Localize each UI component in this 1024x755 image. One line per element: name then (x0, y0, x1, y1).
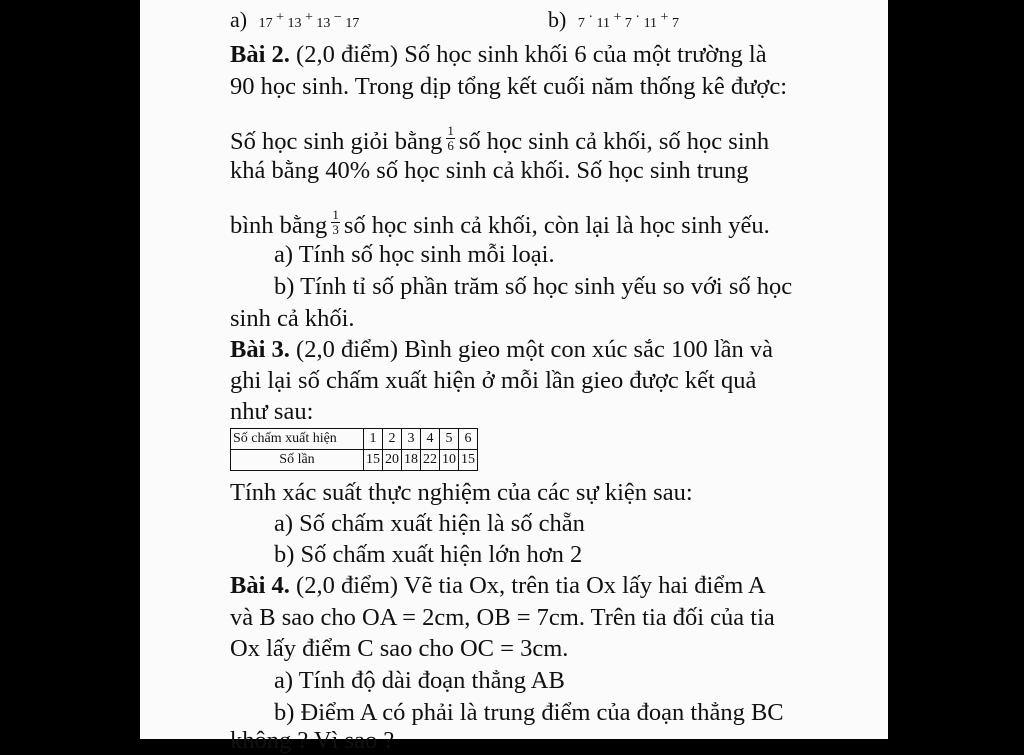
table-cell: 4 (421, 429, 440, 450)
bai4-points: (2,0 điểm) (296, 572, 399, 599)
exercise-b-expression (548, 3, 679, 39)
bai2-title: Bài 2. (230, 41, 290, 68)
bai4-question-b-cont: không ? Vì sao ? (230, 727, 395, 754)
bai2-line3: Số học sinh giỏi bằng $\frac{1}{6}$ số học sinh cả khối, số học sinh (230, 123, 770, 155)
bai2-points: (2,0 điểm) (296, 41, 399, 68)
bai4-line3: Ox lấy điểm C sao cho OC = 3cm. (230, 635, 569, 662)
bai3-line4: Tính xác suất thực nghiệm của các sự kiện sau: (230, 479, 693, 506)
exercise-a-expression (230, 3, 359, 39)
bai3-question-a: a) Số chấm xuất hiện là số chẵn (274, 510, 585, 537)
bai3-title: Bài 3. (230, 336, 290, 363)
bai3-line3: như sau: (230, 398, 314, 425)
bai3-line2: ghi lại số chấm xuất hiện ở mỗi lần gieo được kết quả (230, 367, 757, 394)
table-cell: 1 (364, 429, 383, 450)
bai4-title: Bài 4. (230, 572, 290, 599)
bai4-question-b: b) Điểm A có phải là trung điểm của đoạn thẳng BC (274, 699, 784, 726)
table-header-cell: Số lần (231, 450, 364, 471)
bai4-question-a: a) Tính độ dài đoạn thẳng AB (274, 667, 565, 694)
dice-results-table (230, 428, 478, 471)
bai3-line1: Bài 3. (2,0 điểm) Bình gieo một con xúc sắc 100 lần và (230, 336, 773, 363)
table-row (231, 450, 478, 471)
table-cell: 15 (459, 450, 478, 471)
bai2-line4: khá bằng 40% số học sinh cả khối. Số học sinh trung (230, 157, 749, 184)
table-cell: 22 (421, 450, 440, 471)
exercise-b-terms: 7 · 11 + 7 · 11 + 7 (577, 10, 679, 31)
table-row (231, 429, 478, 450)
exercise-a-terms: 17 + 13 + 13 − 17 (258, 10, 360, 31)
exercise-a-label: a) (230, 7, 248, 32)
bai4-line1: Bài 4. (2,0 điểm) Vẽ tia Ox, trên tia Ox lấy hai điểm A (230, 572, 766, 599)
bai2-question-a: a) Tính số học sinh mỗi loại. (274, 241, 555, 268)
bai2-question-b-cont: sinh cả khối. (230, 305, 355, 332)
table-cell: 2 (383, 429, 402, 450)
table-cell: 3 (402, 429, 421, 450)
table-cell: 5 (440, 429, 459, 450)
bai2-line1: Bài 2. (2,0 điểm) Số học sinh khối 6 của một trường là (230, 41, 767, 68)
table-cell: 20 (383, 450, 402, 471)
table-cell: 6 (459, 429, 478, 450)
table-cell: 18 (402, 450, 421, 471)
fraction-one-sixth: $\frac{1}{6}$ (447, 123, 454, 153)
bai3-question-b: b) Số chấm xuất hiện lớn hơn 2 (274, 541, 583, 568)
table-cell: 15 (364, 450, 383, 471)
table-cell: 10 (440, 450, 459, 471)
fraction-one-third: $\frac{1}{3}$ (332, 207, 339, 237)
bai2-question-b: b) Tính tỉ số phần trăm số học sinh yếu so với số học (274, 273, 793, 300)
bai3-points: (2,0 điểm) (296, 336, 399, 363)
table-header-cell: Số chấm xuất hiện (231, 429, 364, 450)
document-page (140, 0, 888, 754)
exercise-b-label: b) (548, 7, 567, 32)
bai2-line2: 90 học sinh. Trong dịp tổng kết cuối năm thống kê được: (230, 73, 788, 100)
bai4-line2: và B sao cho OA = 2cm, OB = 7cm. Trên tia đối của tia (230, 604, 775, 631)
bai2-line5: bình bằng $\frac{1}{3}$ số học sinh cả khối, còn lại là học sinh yếu. (230, 207, 770, 239)
